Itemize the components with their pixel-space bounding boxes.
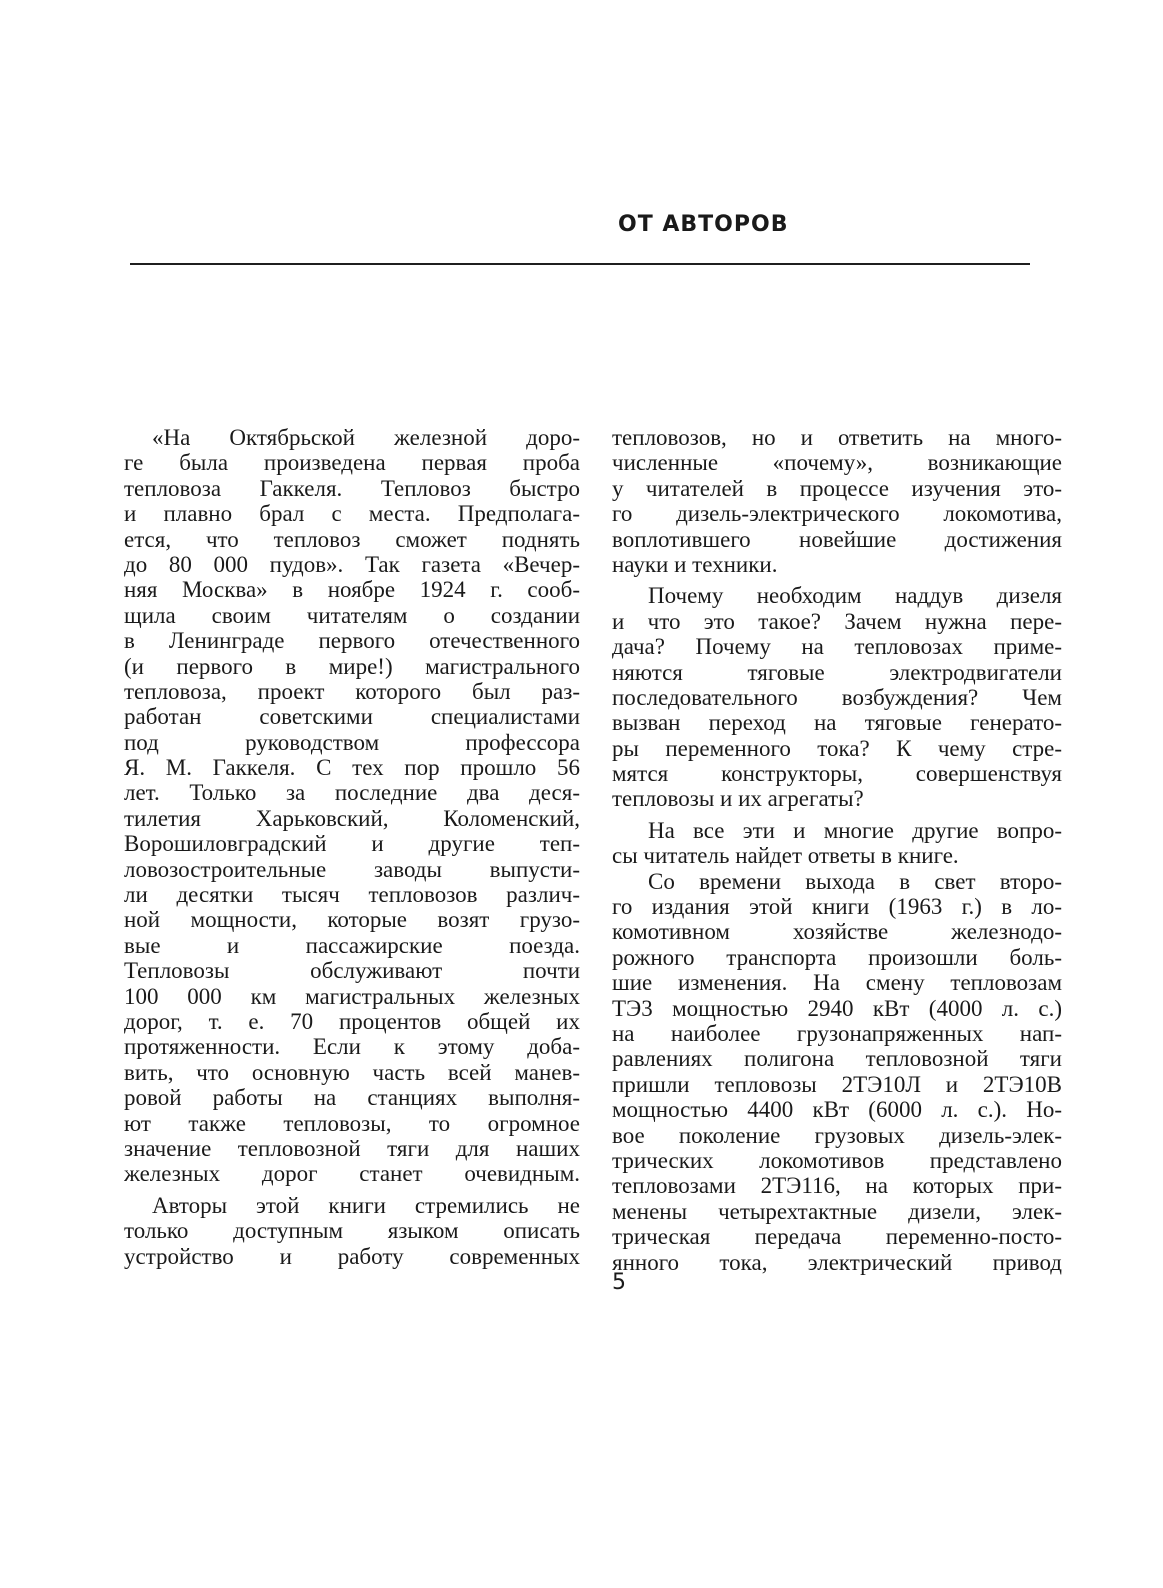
text-line: менены четырехтактные дизели, элек-	[612, 1198, 1062, 1224]
text-line: тепловозами 2ТЭ116, на которых при-	[612, 1173, 1062, 1199]
text-line: значение тепловозной тяги для наших	[124, 1135, 580, 1161]
text-line: и что это такое? Зачем нужна пере-	[612, 608, 1062, 634]
text-line: Я. М. Гаккеля. С тех пор прошло 56	[124, 755, 580, 781]
text-line: мощностью 4400 кВт (6000 л. с.). Но-	[612, 1097, 1062, 1123]
text-line: го дизель-электрического локомотива,	[612, 501, 1062, 527]
text-line: науки и техники.	[612, 551, 778, 577]
text-line: Со времени выхода в свет второ-	[648, 868, 1062, 894]
text-line: ют также тепловозы, то огромное	[124, 1110, 580, 1136]
text-line: 100 000 км магистральных железных	[124, 983, 580, 1009]
text-line: вызван переход на тяговые генерато-	[612, 710, 1062, 736]
right-column	[612, 425, 1062, 1275]
heading-rule	[130, 263, 1030, 265]
text-line: шие изменения. На смену тепловозам	[612, 970, 1062, 996]
text-line: лет. Только за последние два деся-	[124, 780, 580, 806]
text-line: тепловозы и их агрегаты?	[612, 786, 864, 812]
text-line: ли десятки тысяч тепловозов различ-	[124, 882, 580, 908]
text-line: последовательного возбуждения? Чем	[612, 684, 1062, 710]
text-line: вое поколение грузовых дизель-элек-	[612, 1122, 1062, 1148]
text-line: ровой работы на станциях выполня-	[124, 1085, 580, 1111]
text-line: вить, что основную часть всей манев-	[124, 1059, 580, 1085]
text-line: (и первого в мире!) магистрального	[124, 653, 580, 679]
text-line: железных дорог станет очевидным.	[124, 1161, 580, 1187]
text-line: вые и пассажирские поезда.	[124, 932, 580, 958]
text-line: пришли тепловозы 2ТЭ10Л и 2ТЭ10В	[612, 1071, 1062, 1097]
text-line: няются тяговые электродвигатели	[612, 659, 1062, 685]
text-line: Авторы этой книги стремились не	[152, 1192, 580, 1218]
left-column	[124, 425, 580, 1269]
text-line: устройство и работу современных	[124, 1243, 580, 1269]
text-line: протяженности. Если к этому доба-	[124, 1034, 580, 1060]
text-line: тепловозов, но и ответить на много-	[612, 425, 1062, 450]
text-line: воплотившего новейшие достижения	[612, 526, 1062, 552]
text-line: ТЭ3 мощностью 2940 кВт (4000 л. с.)	[612, 995, 1062, 1021]
text-line: под руководством профессора	[124, 729, 580, 755]
text-line: ной мощности, которые возят грузо-	[124, 907, 580, 933]
text-line: янного тока, электрический привод	[612, 1249, 1062, 1275]
text-line: на наиболее грузонапряженных нап-	[612, 1020, 1062, 1046]
text-line: Ворошиловградский и другие теп-	[124, 831, 580, 857]
text-line: у читателей в процессе изучения это-	[612, 475, 1062, 501]
text-line: трическая передача переменно-посто-	[612, 1224, 1062, 1250]
text-line: комотивном хозяйстве железнодо-	[612, 919, 1062, 945]
text-line: щила своим читателям о создании	[124, 602, 580, 628]
text-line: дача? Почему на тепловозах приме-	[612, 634, 1062, 660]
text-line: и плавно брал с места. Предполага-	[124, 501, 580, 527]
page-title: ОТ АВТОРОВ	[618, 212, 789, 237]
text-line: ется, что тепловоз сможет поднять	[124, 526, 580, 552]
text-line: только доступным языком описать	[124, 1218, 580, 1244]
text-line: дорог, т. е. 70 процентов общей их	[124, 1008, 580, 1034]
text-line: тепловоза, проект которого был раз-	[124, 678, 580, 704]
text-line: сы читатель найдет ответы в книге.	[612, 843, 959, 869]
text-line: няя Москва» в ноябре 1924 г. сооб-	[124, 577, 580, 603]
text-line: ры переменного тока? К чему стре-	[612, 735, 1062, 761]
text-line: численные «почему», возникающие	[612, 450, 1062, 476]
text-line: тилетия Харьковский, Коломенский,	[124, 805, 580, 831]
text-line: тепловоза Гаккеля. Тепловоз быстро	[124, 475, 580, 501]
text-line: работан советскими специалистами	[124, 704, 580, 730]
page-number: 5	[612, 1270, 626, 1295]
text-line: ге была произведена первая проба	[124, 450, 580, 476]
text-line: до 80 000 пудов». Так газета «Вечер-	[124, 551, 580, 577]
text-line: Тепловозы обслуживают почти	[124, 958, 580, 984]
text-line: равлениях полигона тепловозной тяги	[612, 1046, 1062, 1072]
text-line: в Ленинграде первого отечественного	[124, 628, 580, 654]
text-line: мятся конструкторы, совершенствуя	[612, 761, 1062, 787]
text-line: ловозостроительные заводы выпусти-	[124, 856, 580, 882]
text-line: На все эти и многие другие вопро-	[648, 817, 1062, 843]
text-line: «На Октябрьской железной доро-	[152, 425, 580, 450]
text-line: трических локомотивов представлено	[612, 1147, 1062, 1173]
text-line: Почему необходим наддув дизеля	[648, 583, 1062, 609]
text-line: рожного транспорта произошли боль-	[612, 944, 1062, 970]
text-line: го издания этой книги (1963 г.) в ло-	[612, 894, 1062, 920]
